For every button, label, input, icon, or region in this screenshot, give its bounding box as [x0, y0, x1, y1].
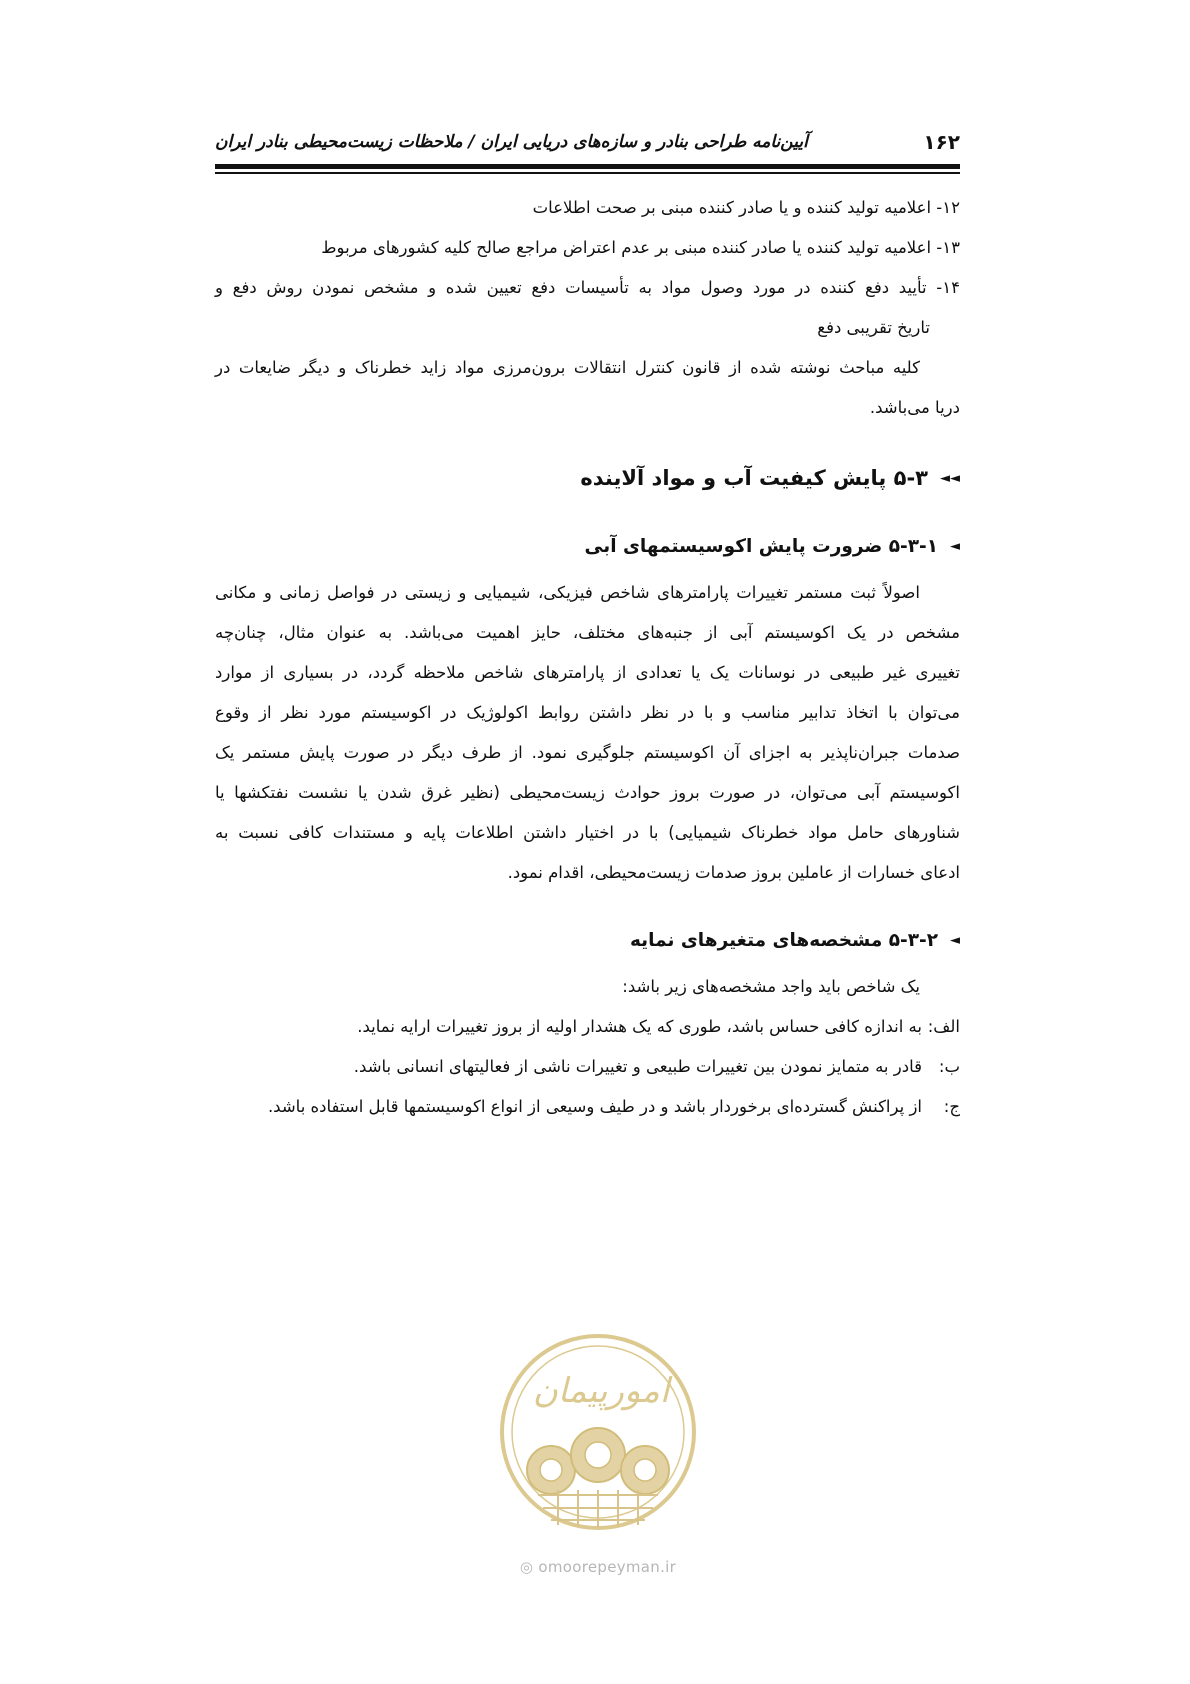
item-text: قادر به متمایز نمودن بین تغییرات طبیعی و تغییرات ناشی از فعالیتهای انسانی باشد.: [353, 1057, 922, 1076]
subsection-heading-1: [215, 527, 960, 567]
paragraph-line: تغییری غیر طبیعی در نوسانات یک یا تعدادی از پارامترهای شاخص ملاحظه گردد، در بسیاری از موارد: [215, 663, 960, 682]
seal-lettering: امورپیمان: [532, 1371, 670, 1411]
paragraph-line: می‌توان با اتخاذ تدابیر مناسب و با در نظر داشتن روابط اکولوژیک در اکوسیستم مورد نظر از وقوع: [215, 703, 960, 722]
subsection-heading-2: [215, 921, 960, 961]
page-body: [215, 188, 960, 1127]
header-rule-thick: [215, 164, 960, 169]
paragraph-line: شناورهای حامل مواد خطرناک شیمیایی) با در اختیار داشتن اطلاعات پایه و مستندات کافی نسبت به: [215, 823, 960, 842]
page-header: [215, 130, 960, 158]
item-label: ب:: [938, 1057, 960, 1076]
list-item-12: ۱۲- اعلامیه تولید کننده و یا صادر کننده مبنی بر صحت اطلاعات: [532, 198, 960, 217]
indicator-item-c: [215, 1087, 960, 1127]
item-text: به اندازه کافی حساس باشد، طوری که یک هشدار اولیه از بروز تغییرات ارایه نماید.: [357, 1017, 922, 1036]
page-number: ۱۶۲: [923, 130, 960, 154]
indicator-item-a: [215, 1007, 960, 1047]
closing-paragraph-line1: کلیه مباحث نوشته شده از قانون کنترل انتقالات برون‌مرزی مواد زاید خطرناک و دیگر ضایعات در: [215, 358, 920, 377]
arrow-icon: ◄: [950, 539, 960, 554]
arrow-icon: ◄: [950, 933, 960, 948]
paragraph-line: اکوسیستم آبی می‌توان، در صورت بروز حوادث زیست‌محیطی (نظیر غرق شدن یا نشست نفتکشها یا: [215, 783, 960, 802]
watermark-site: ◎ omoorepeyman.ir: [519, 1558, 677, 1576]
list-item-14-line2: تاریخ تقریبی دفع: [817, 318, 930, 337]
section-title: ۵-۳ پایش کیفیت آب و مواد آلاینده: [580, 466, 928, 490]
indicator-item-b: [215, 1047, 960, 1087]
double-arrow-icon: ◄◄: [940, 471, 960, 486]
paragraph-line: ادعای خسارات از عاملین بروز صدمات زیست‌محیطی، اقدام نمود.: [507, 863, 960, 882]
item-label: ج:: [943, 1097, 960, 1116]
paragraph-ecosystem-monitoring: [215, 573, 960, 893]
running-title: آیین‌نامه طراحی بنادر و سازه‌های دریایی ایران / ملاحظات زیست‌محیطی بنادر ایران: [215, 132, 808, 152]
list-item-14-line1: ۱۴- تأیید دفع کننده در مورد وصول مواد به تأسیسات دفع تعیین شده و مشخص نمودن روش دفع و: [215, 278, 960, 297]
closing-paragraph-line2: دریا می‌باشد.: [869, 398, 960, 417]
subsection-title-1: ۵-۳-۱ ضرورت پایش اکوسیستمهای آبی: [584, 536, 938, 557]
indicator-intro: یک شاخص باید واجد مشخصه‌های زیر باشد:: [622, 977, 920, 996]
header-rule-thin: [215, 172, 960, 174]
watermark-seal-logo: [493, 1320, 703, 1560]
watermark-url: omoorepeyman.ir: [538, 1558, 677, 1576]
item-text: از پراکنش گسترده‌ای برخوردار باشد و در طیف وسیعی از انواع اکوسیستمها قابل استفاده باشد.: [267, 1097, 922, 1116]
section-heading: [215, 458, 960, 499]
paragraph-line: اصولاً ثبت مستمر تغییرات پارامترهای شاخص فیزیکی، شیمیایی و زیستی در فواصل زمانی و مکانی: [215, 583, 920, 602]
paragraph-line: مشخص در یک اکوسیستم آبی از جنبه‌های مختلف، حایز اهمیت می‌باشد. به عنوان مثال، چنان‌چه: [215, 623, 960, 642]
subsection-title-2: ۵-۳-۲ مشخصه‌های متغیرهای نمایه: [629, 930, 938, 951]
list-item-13: ۱۳- اعلامیه تولید کننده یا صادر کننده مبنی بر عدم اعتراض مراجع صالح کلیه کشورهای مربوط: [321, 238, 960, 257]
paragraph-line: صدمات جبران‌ناپذیر به اجزای آن اکوسیستم جلوگیری نمود. از طرف دیگر در صورت پایش مستمر یک: [215, 743, 960, 762]
item-label: الف:: [927, 1017, 960, 1036]
